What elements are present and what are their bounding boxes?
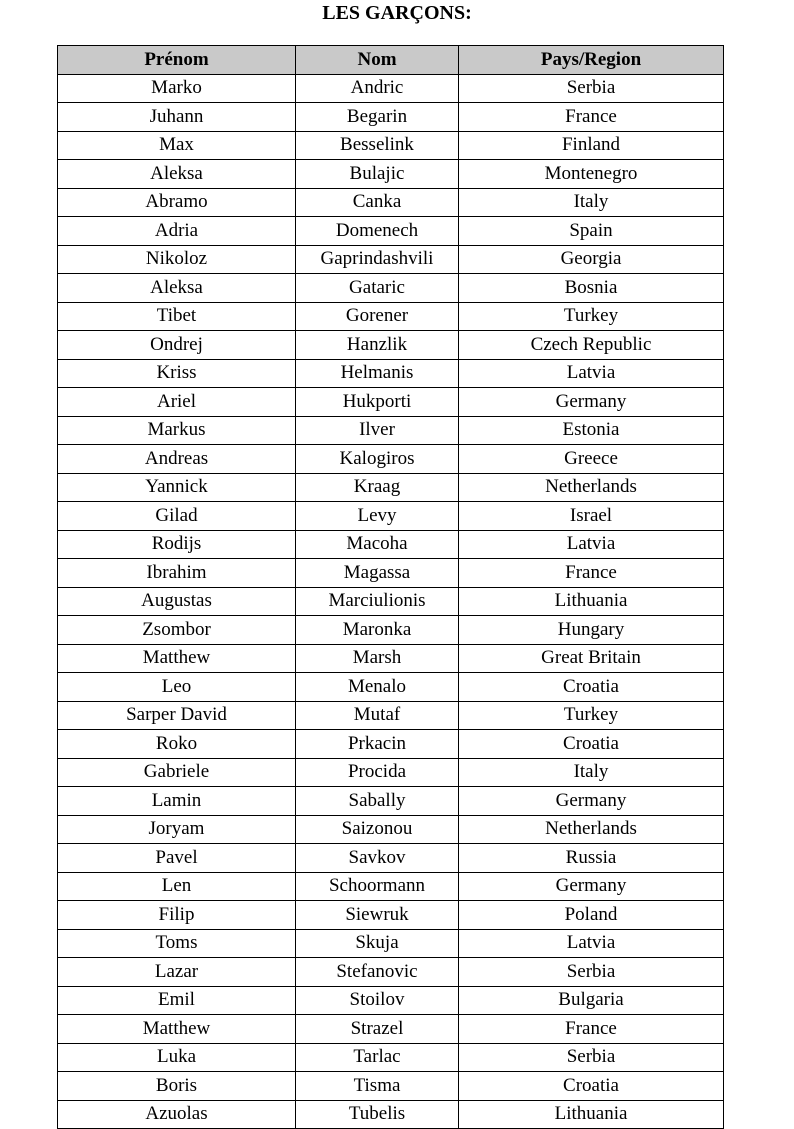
- cell-pays: Russia: [459, 844, 724, 873]
- cell-pays: Turkey: [459, 302, 724, 331]
- cell-pays: Lithuania: [459, 1100, 724, 1129]
- cell-nom: Maronka: [296, 616, 459, 645]
- cell-nom: Procida: [296, 758, 459, 787]
- table-row: [58, 1100, 724, 1129]
- cell-pays: Netherlands: [459, 815, 724, 844]
- cell-prenom: Gilad: [58, 502, 296, 531]
- table-row: [58, 188, 724, 217]
- cell-pays: Latvia: [459, 929, 724, 958]
- cell-pays: Serbia: [459, 958, 724, 987]
- table-row: [58, 929, 724, 958]
- table-row: [58, 359, 724, 388]
- cell-pays: Montenegro: [459, 160, 724, 189]
- cell-nom: Begarin: [296, 103, 459, 132]
- cell-prenom: Rodijs: [58, 530, 296, 559]
- table-row: [58, 74, 724, 103]
- table-row: [58, 1072, 724, 1101]
- table-row: [58, 587, 724, 616]
- cell-nom: Helmanis: [296, 359, 459, 388]
- cell-prenom: Marko: [58, 74, 296, 103]
- cell-nom: Ilver: [296, 416, 459, 445]
- cell-nom: Gorener: [296, 302, 459, 331]
- cell-prenom: Leo: [58, 673, 296, 702]
- cell-pays: Poland: [459, 901, 724, 930]
- cell-pays: Germany: [459, 388, 724, 417]
- cell-prenom: Azuolas: [58, 1100, 296, 1129]
- table-row: [58, 958, 724, 987]
- cell-nom: Tisma: [296, 1072, 459, 1101]
- cell-pays: Italy: [459, 758, 724, 787]
- cell-nom: Besselink: [296, 131, 459, 160]
- cell-pays: Lithuania: [459, 587, 724, 616]
- cell-prenom: Abramo: [58, 188, 296, 217]
- table-body: [58, 74, 724, 1129]
- cell-prenom: Nikoloz: [58, 245, 296, 274]
- table-row: [58, 502, 724, 531]
- cell-nom: Marciulionis: [296, 587, 459, 616]
- cell-nom: Gataric: [296, 274, 459, 303]
- cell-nom: Canka: [296, 188, 459, 217]
- table-row: [58, 302, 724, 331]
- header-nom: Nom: [296, 46, 459, 75]
- table-row: [58, 473, 724, 502]
- cell-nom: Macoha: [296, 530, 459, 559]
- cell-prenom: Len: [58, 872, 296, 901]
- table-row: [58, 388, 724, 417]
- cell-prenom: Toms: [58, 929, 296, 958]
- table-row: [58, 445, 724, 474]
- table-row: [58, 331, 724, 360]
- players-table: [57, 45, 724, 1129]
- cell-nom: Gaprindashvili: [296, 245, 459, 274]
- cell-prenom: Andreas: [58, 445, 296, 474]
- cell-prenom: Ondrej: [58, 331, 296, 360]
- cell-pays: Latvia: [459, 359, 724, 388]
- cell-nom: Kalogiros: [296, 445, 459, 474]
- table-row: [58, 758, 724, 787]
- cell-nom: Hukporti: [296, 388, 459, 417]
- cell-nom: Savkov: [296, 844, 459, 873]
- cell-pays: Croatia: [459, 1072, 724, 1101]
- table-row: [58, 986, 724, 1015]
- table-row: [58, 1043, 724, 1072]
- cell-pays: Hungary: [459, 616, 724, 645]
- cell-prenom: Kriss: [58, 359, 296, 388]
- table-row: [58, 872, 724, 901]
- table-row: [58, 416, 724, 445]
- table-row: [58, 217, 724, 246]
- cell-prenom: Yannick: [58, 473, 296, 502]
- cell-prenom: Luka: [58, 1043, 296, 1072]
- cell-nom: Magassa: [296, 559, 459, 588]
- table-row: [58, 103, 724, 132]
- cell-nom: Tubelis: [296, 1100, 459, 1129]
- cell-prenom: Augustas: [58, 587, 296, 616]
- cell-nom: Levy: [296, 502, 459, 531]
- cell-prenom: Zsombor: [58, 616, 296, 645]
- cell-nom: Hanzlik: [296, 331, 459, 360]
- table-row: [58, 844, 724, 873]
- cell-nom: Bulajic: [296, 160, 459, 189]
- table-row: [58, 673, 724, 702]
- cell-prenom: Joryam: [58, 815, 296, 844]
- document-title: LES GARÇONS:: [322, 2, 472, 24]
- cell-prenom: Boris: [58, 1072, 296, 1101]
- cell-nom: Mutaf: [296, 701, 459, 730]
- table-row: [58, 701, 724, 730]
- cell-pays: France: [459, 103, 724, 132]
- cell-prenom: Tibet: [58, 302, 296, 331]
- cell-nom: Stoilov: [296, 986, 459, 1015]
- cell-nom: Sabally: [296, 787, 459, 816]
- cell-prenom: Max: [58, 131, 296, 160]
- cell-nom: Tarlac: [296, 1043, 459, 1072]
- cell-nom: Saizonou: [296, 815, 459, 844]
- cell-prenom: Juhann: [58, 103, 296, 132]
- cell-prenom: Sarper David: [58, 701, 296, 730]
- cell-pays: Serbia: [459, 74, 724, 103]
- header-prenom: Prénom: [58, 46, 296, 75]
- cell-pays: Germany: [459, 787, 724, 816]
- cell-pays: Netherlands: [459, 473, 724, 502]
- cell-pays: Finland: [459, 131, 724, 160]
- cell-pays: Croatia: [459, 730, 724, 759]
- table-row: [58, 644, 724, 673]
- table-row: [58, 730, 724, 759]
- cell-pays: Estonia: [459, 416, 724, 445]
- cell-pays: Bosnia: [459, 274, 724, 303]
- table-row: [58, 901, 724, 930]
- cell-prenom: Aleksa: [58, 160, 296, 189]
- cell-prenom: Matthew: [58, 1015, 296, 1044]
- cell-prenom: Markus: [58, 416, 296, 445]
- cell-prenom: Ariel: [58, 388, 296, 417]
- table-row: [58, 787, 724, 816]
- cell-pays: Italy: [459, 188, 724, 217]
- cell-nom: Schoormann: [296, 872, 459, 901]
- cell-nom: Stefanovic: [296, 958, 459, 987]
- cell-prenom: Matthew: [58, 644, 296, 673]
- header-row: [58, 46, 724, 75]
- cell-nom: Skuja: [296, 929, 459, 958]
- cell-prenom: Lazar: [58, 958, 296, 987]
- table-row: [58, 1015, 724, 1044]
- cell-nom: Marsh: [296, 644, 459, 673]
- table-row: [58, 815, 724, 844]
- cell-pays: Czech Republic: [459, 331, 724, 360]
- cell-prenom: Aleksa: [58, 274, 296, 303]
- cell-pays: Turkey: [459, 701, 724, 730]
- cell-prenom: Filip: [58, 901, 296, 930]
- table-row: [58, 530, 724, 559]
- cell-nom: Andric: [296, 74, 459, 103]
- cell-pays: Great Britain: [459, 644, 724, 673]
- cell-pays: Bulgaria: [459, 986, 724, 1015]
- table-row: [58, 131, 724, 160]
- cell-prenom: Pavel: [58, 844, 296, 873]
- cell-pays: Serbia: [459, 1043, 724, 1072]
- cell-nom: Domenech: [296, 217, 459, 246]
- cell-nom: Siewruk: [296, 901, 459, 930]
- cell-prenom: Ibrahim: [58, 559, 296, 588]
- cell-pays: Spain: [459, 217, 724, 246]
- table-row: [58, 245, 724, 274]
- cell-prenom: Adria: [58, 217, 296, 246]
- table-row: [58, 274, 724, 303]
- cell-pays: Georgia: [459, 245, 724, 274]
- cell-prenom: Gabriele: [58, 758, 296, 787]
- cell-prenom: Emil: [58, 986, 296, 1015]
- cell-pays: Croatia: [459, 673, 724, 702]
- table-row: [58, 616, 724, 645]
- cell-pays: Greece: [459, 445, 724, 474]
- cell-pays: Germany: [459, 872, 724, 901]
- header-pays: Pays/Region: [459, 46, 724, 75]
- cell-pays: Israel: [459, 502, 724, 531]
- cell-nom: Kraag: [296, 473, 459, 502]
- cell-nom: Menalo: [296, 673, 459, 702]
- cell-nom: Strazel: [296, 1015, 459, 1044]
- cell-pays: France: [459, 559, 724, 588]
- cell-nom: Prkacin: [296, 730, 459, 759]
- table-row: [58, 160, 724, 189]
- table-row: [58, 559, 724, 588]
- cell-pays: Latvia: [459, 530, 724, 559]
- cell-prenom: Lamin: [58, 787, 296, 816]
- cell-prenom: Roko: [58, 730, 296, 759]
- cell-pays: France: [459, 1015, 724, 1044]
